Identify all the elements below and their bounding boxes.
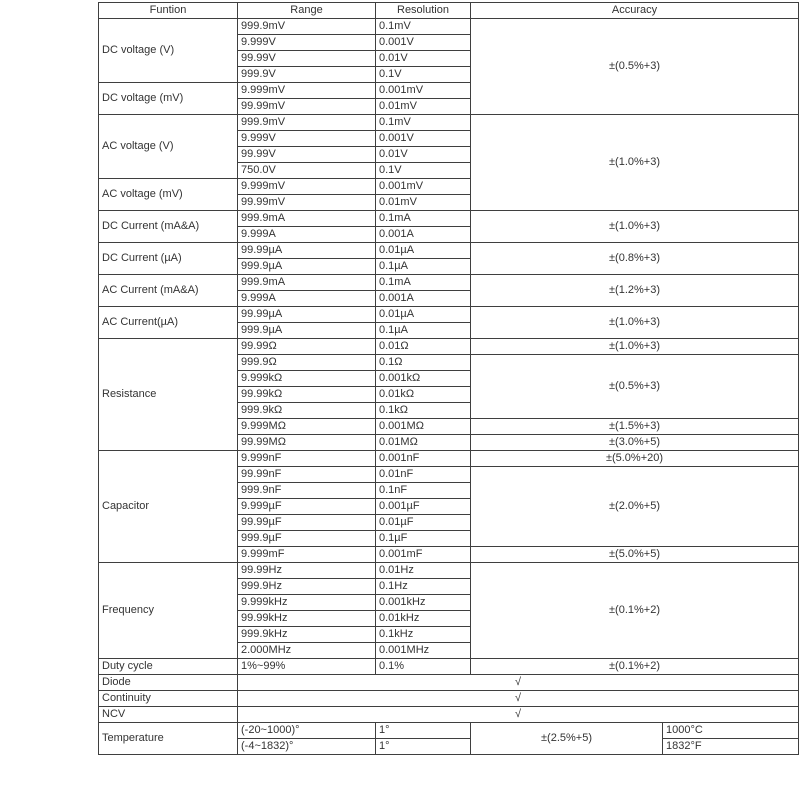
range-cell: 99.99V bbox=[238, 147, 376, 163]
range-cell: 99.99mV bbox=[238, 99, 376, 115]
range-cell: 99.99nF bbox=[238, 467, 376, 483]
resolution-cell: 0.01µA bbox=[376, 307, 471, 323]
range-cell: 9.999V bbox=[238, 35, 376, 51]
resolution-cell: 0.1V bbox=[376, 67, 471, 83]
range-cell: 9.999V bbox=[238, 131, 376, 147]
accuracy-cell: ±(1.5%+3) bbox=[471, 419, 799, 435]
range-cell: 9.999µF bbox=[238, 499, 376, 515]
spec-row bbox=[99, 339, 799, 355]
resolution-cell: 0.01V bbox=[376, 147, 471, 163]
header-row bbox=[99, 3, 799, 19]
spec-table-body bbox=[99, 19, 799, 755]
range-cell: 9.999nF bbox=[238, 451, 376, 467]
resolution-cell: 0.1µA bbox=[376, 323, 471, 339]
function-cell: DC Current (mA&A) bbox=[99, 211, 238, 243]
resolution-cell: 0.001A bbox=[376, 227, 471, 243]
header-resolution: Resolution bbox=[376, 3, 471, 19]
spec-row bbox=[99, 115, 799, 131]
resolution-cell: 0.01Ω bbox=[376, 339, 471, 355]
spec-row bbox=[99, 243, 799, 259]
range-cell: 999.9mV bbox=[238, 19, 376, 35]
accuracy-cell: ±(0.1%+2) bbox=[471, 563, 799, 659]
resolution-cell: 0.001mV bbox=[376, 179, 471, 195]
spec-row bbox=[99, 691, 799, 707]
resolution-cell: 0.01nF bbox=[376, 467, 471, 483]
range-cell: (-20~1000)° bbox=[238, 723, 376, 739]
resolution-cell: 0.1kΩ bbox=[376, 403, 471, 419]
range-cell: 999.9Ω bbox=[238, 355, 376, 371]
spec-row bbox=[99, 451, 799, 467]
resolution-cell: 0.001A bbox=[376, 291, 471, 307]
function-cell: Duty cycle bbox=[99, 659, 238, 675]
check-cell: √ bbox=[238, 675, 799, 691]
resolution-cell: 1° bbox=[376, 723, 471, 739]
function-cell: Resistance bbox=[99, 339, 238, 451]
resolution-cell: 0.001MΩ bbox=[376, 419, 471, 435]
range-cell: 9.999A bbox=[238, 291, 376, 307]
resolution-cell: 1° bbox=[376, 739, 471, 755]
resolution-cell: 0.1mA bbox=[376, 211, 471, 227]
range-cell: 99.99µA bbox=[238, 307, 376, 323]
function-cell: DC Current (µA) bbox=[99, 243, 238, 275]
range-cell: 999.9µF bbox=[238, 531, 376, 547]
resolution-cell: 0.01V bbox=[376, 51, 471, 67]
function-cell: AC Current (mA&A) bbox=[99, 275, 238, 307]
function-cell: Capacitor bbox=[99, 451, 238, 563]
temp-limit-cell: 1832°F bbox=[663, 739, 799, 755]
range-cell: 999.9nF bbox=[238, 483, 376, 499]
resolution-cell: 0.001V bbox=[376, 35, 471, 51]
accuracy-cell: ±(1.0%+3) bbox=[471, 115, 799, 211]
range-cell: 999.9mV bbox=[238, 115, 376, 131]
accuracy-cell: ±(5.0%+20) bbox=[471, 451, 799, 467]
range-cell: 99.99V bbox=[238, 51, 376, 67]
resolution-cell: 0.1Hz bbox=[376, 579, 471, 595]
resolution-cell: 0.001kHz bbox=[376, 595, 471, 611]
range-cell: 2.000MHz bbox=[238, 643, 376, 659]
range-cell: 99.99kΩ bbox=[238, 387, 376, 403]
temp-limit-cell: 1000°C bbox=[663, 723, 799, 739]
accuracy-cell: ±(2.5%+5) bbox=[471, 723, 663, 755]
resolution-cell: 0.1µF bbox=[376, 531, 471, 547]
resolution-cell: 0.001kΩ bbox=[376, 371, 471, 387]
spec-row bbox=[99, 675, 799, 691]
resolution-cell: 0.001µF bbox=[376, 499, 471, 515]
range-cell: (-4~1832)° bbox=[238, 739, 376, 755]
resolution-cell: 0.01MΩ bbox=[376, 435, 471, 451]
resolution-cell: 0.001MHz bbox=[376, 643, 471, 659]
resolution-cell: 0.001V bbox=[376, 131, 471, 147]
spec-row bbox=[99, 275, 799, 291]
accuracy-cell: ±(3.0%+5) bbox=[471, 435, 799, 451]
range-cell: 9.999A bbox=[238, 227, 376, 243]
range-cell: 99.99Hz bbox=[238, 563, 376, 579]
range-cell: 999.9kHz bbox=[238, 627, 376, 643]
resolution-cell: 0.01kHz bbox=[376, 611, 471, 627]
function-cell: Frequency bbox=[99, 563, 238, 659]
range-cell: 999.9Hz bbox=[238, 579, 376, 595]
resolution-cell: 0.1µA bbox=[376, 259, 471, 275]
accuracy-cell: ±(1.0%+3) bbox=[471, 339, 799, 355]
function-cell: AC voltage (mV) bbox=[99, 179, 238, 211]
accuracy-cell: ±(1.2%+3) bbox=[471, 275, 799, 307]
function-cell: DC voltage (V) bbox=[99, 19, 238, 83]
header-accuracy: Accuracy bbox=[471, 3, 799, 19]
accuracy-cell: ±(0.5%+3) bbox=[471, 355, 799, 419]
resolution-cell: 0.01mV bbox=[376, 99, 471, 115]
header-range: Range bbox=[238, 3, 376, 19]
resolution-cell: 0.001mV bbox=[376, 83, 471, 99]
function-cell: Temperature bbox=[99, 723, 238, 755]
resolution-cell: 0.001nF bbox=[376, 451, 471, 467]
range-cell: 99.99µA bbox=[238, 243, 376, 259]
spec-row bbox=[99, 211, 799, 227]
spec-row bbox=[99, 723, 799, 739]
function-cell: DC voltage (mV) bbox=[99, 83, 238, 115]
range-cell: 99.99mV bbox=[238, 195, 376, 211]
accuracy-cell: ±(1.0%+3) bbox=[471, 307, 799, 339]
range-cell: 99.99µF bbox=[238, 515, 376, 531]
function-cell: AC Current(µA) bbox=[99, 307, 238, 339]
function-cell: NCV bbox=[99, 707, 238, 723]
resolution-cell: 0.1mA bbox=[376, 275, 471, 291]
resolution-cell: 0.01µF bbox=[376, 515, 471, 531]
accuracy-cell: ±(0.5%+3) bbox=[471, 19, 799, 115]
resolution-cell: 0.01kΩ bbox=[376, 387, 471, 403]
range-cell: 750.0V bbox=[238, 163, 376, 179]
range-cell: 999.9mA bbox=[238, 275, 376, 291]
range-cell: 9.999kHz bbox=[238, 595, 376, 611]
function-cell: Continuity bbox=[99, 691, 238, 707]
spec-row bbox=[99, 659, 799, 675]
range-cell: 999.9mA bbox=[238, 211, 376, 227]
spec-row bbox=[99, 19, 799, 35]
function-cell: Diode bbox=[99, 675, 238, 691]
spec-row bbox=[99, 563, 799, 579]
resolution-cell: 0.01µA bbox=[376, 243, 471, 259]
range-cell: 999.9V bbox=[238, 67, 376, 83]
check-cell: √ bbox=[238, 691, 799, 707]
resolution-cell: 0.1nF bbox=[376, 483, 471, 499]
resolution-cell: 0.001mF bbox=[376, 547, 471, 563]
range-cell: 99.99MΩ bbox=[238, 435, 376, 451]
range-cell: 999.9µA bbox=[238, 323, 376, 339]
range-cell: 99.99Ω bbox=[238, 339, 376, 355]
spec-row bbox=[99, 707, 799, 723]
resolution-cell: 0.1% bbox=[376, 659, 471, 675]
resolution-cell: 0.01Hz bbox=[376, 563, 471, 579]
accuracy-cell: ±(1.0%+3) bbox=[471, 211, 799, 243]
range-cell: 9.999mF bbox=[238, 547, 376, 563]
resolution-cell: 0.1mV bbox=[376, 19, 471, 35]
range-cell: 99.99kHz bbox=[238, 611, 376, 627]
function-cell: AC voltage (V) bbox=[99, 115, 238, 179]
spec-row bbox=[99, 307, 799, 323]
accuracy-cell: ±(5.0%+5) bbox=[471, 547, 799, 563]
resolution-cell: 0.01mV bbox=[376, 195, 471, 211]
resolution-cell: 0.1kHz bbox=[376, 627, 471, 643]
check-cell: √ bbox=[238, 707, 799, 723]
header-function: Funtion bbox=[99, 3, 238, 19]
range-cell: 9.999MΩ bbox=[238, 419, 376, 435]
multimeter-spec-table bbox=[98, 2, 799, 755]
range-cell: 999.9µA bbox=[238, 259, 376, 275]
resolution-cell: 0.1V bbox=[376, 163, 471, 179]
resolution-cell: 0.1Ω bbox=[376, 355, 471, 371]
range-cell: 1%~99% bbox=[238, 659, 376, 675]
resolution-cell: 0.1mV bbox=[376, 115, 471, 131]
range-cell: 9.999mV bbox=[238, 83, 376, 99]
accuracy-cell: ±(0.1%+2) bbox=[471, 659, 799, 675]
accuracy-cell: ±(2.0%+5) bbox=[471, 467, 799, 547]
range-cell: 9.999mV bbox=[238, 179, 376, 195]
range-cell: 999.9kΩ bbox=[238, 403, 376, 419]
accuracy-cell: ±(0.8%+3) bbox=[471, 243, 799, 275]
range-cell: 9.999kΩ bbox=[238, 371, 376, 387]
